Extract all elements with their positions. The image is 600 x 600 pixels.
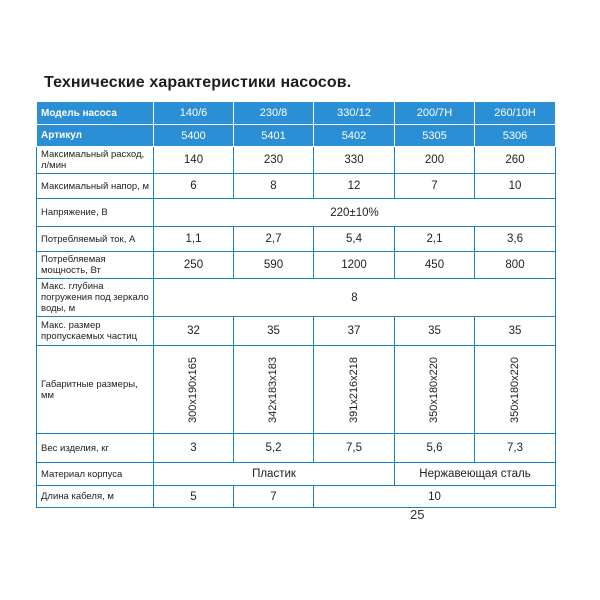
- dims-value: 350x180x220: [509, 356, 521, 423]
- table-cell: 5,6: [395, 434, 475, 463]
- table-cell: 590: [234, 252, 314, 279]
- page-number: 25: [410, 507, 425, 522]
- article-cell: 5306: [475, 125, 556, 147]
- table-cell: 35: [395, 317, 475, 346]
- row-label: Макс. глубина погружения под зеркало воды, м: [37, 279, 154, 317]
- page-title: Технические характеристики насосов.: [44, 74, 352, 91]
- dims-value: 300x190x165: [187, 356, 200, 423]
- row-label: Максимальный расход, л/мин: [37, 147, 154, 174]
- model-cell: 260/10Н: [475, 102, 556, 125]
- table-cell: 7: [395, 174, 475, 199]
- table-cell: 7,3: [475, 434, 556, 463]
- table-cell: 5,2: [234, 434, 314, 463]
- dims-value: 342x183x183: [267, 356, 280, 423]
- model-cell: 200/7Н: [395, 102, 475, 125]
- material-row: [37, 463, 556, 486]
- model-cell: 230/8: [234, 102, 314, 125]
- specs-table: [36, 101, 556, 508]
- row-label: Потребляемый ток, А: [37, 227, 154, 252]
- model-label: Модель насоса: [37, 102, 154, 125]
- table-cell: [475, 346, 556, 434]
- row-label: Максимальный напор, м: [37, 174, 154, 199]
- table-cell: 8: [234, 174, 314, 199]
- row-label: Макс. размер пропускаемых частиц: [37, 317, 154, 346]
- table-cell: 10: [314, 486, 556, 508]
- table-cell: 5: [154, 486, 234, 508]
- table-cell: 3,6: [475, 227, 556, 252]
- article-cell: 5402: [314, 125, 395, 147]
- table-cell: 7,5: [314, 434, 395, 463]
- flow-row: [37, 147, 556, 174]
- row-label: Габаритные размеры, мм: [37, 346, 154, 434]
- dims-value: 391x216x218: [348, 356, 360, 423]
- table-cell: 37: [314, 317, 395, 346]
- table-cell: 200: [395, 147, 475, 174]
- model-cell: 330/12: [314, 102, 395, 125]
- table-cell: 450: [395, 252, 475, 279]
- table-cell: 800: [475, 252, 556, 279]
- table-cell: Нержавеющая сталь: [395, 463, 556, 486]
- table-cell: [234, 346, 314, 434]
- table-cell: 6: [154, 174, 234, 199]
- row-label: Длина кабеля, м: [37, 486, 154, 508]
- table-cell: 32: [154, 317, 234, 346]
- article-cell: 5400: [154, 125, 234, 147]
- table-cell: 12: [314, 174, 395, 199]
- power-row: [37, 252, 556, 279]
- article-cell: 5401: [234, 125, 314, 147]
- table-cell: 220±10%: [154, 199, 556, 227]
- table-cell: 2,1: [395, 227, 475, 252]
- table-cell: Пластик: [154, 463, 395, 486]
- dims-row: [37, 346, 556, 434]
- table-cell: 260: [475, 147, 556, 174]
- table-cell: [154, 346, 234, 434]
- table-cell: [314, 346, 395, 434]
- model-row: [37, 102, 556, 125]
- article-cell: 5305: [395, 125, 475, 147]
- cable-row: [37, 486, 556, 508]
- article-label: Артикул: [37, 125, 154, 147]
- head-row: [37, 174, 556, 199]
- table-cell: 2,7: [234, 227, 314, 252]
- table-cell: 230: [234, 147, 314, 174]
- depth-row: [37, 279, 556, 317]
- table-cell: 8: [154, 279, 556, 317]
- table-cell: 1,1: [154, 227, 234, 252]
- table-cell: 35: [475, 317, 556, 346]
- article-row: [37, 125, 556, 147]
- table-cell: 1200: [314, 252, 395, 279]
- row-label: Материал корпуса: [37, 463, 154, 486]
- row-label: Потребляемая мощность, Вт: [37, 252, 154, 279]
- voltage-row: [37, 199, 556, 227]
- row-label: Вес изделия, кг: [37, 434, 154, 463]
- table-cell: 140: [154, 147, 234, 174]
- table-cell: 35: [234, 317, 314, 346]
- current-row: [37, 227, 556, 252]
- row-label: Напряжение, В: [37, 199, 154, 227]
- table-cell: [395, 346, 475, 434]
- table-cell: 10: [475, 174, 556, 199]
- table-cell: 250: [154, 252, 234, 279]
- dims-value: 350x180x220: [428, 356, 441, 423]
- model-cell: 140/6: [154, 102, 234, 125]
- table-cell: 5,4: [314, 227, 395, 252]
- particles-row: [37, 317, 556, 346]
- table-cell: 330: [314, 147, 395, 174]
- table-cell: 7: [234, 486, 314, 508]
- weight-row: [37, 434, 556, 463]
- table-cell: 3: [154, 434, 234, 463]
